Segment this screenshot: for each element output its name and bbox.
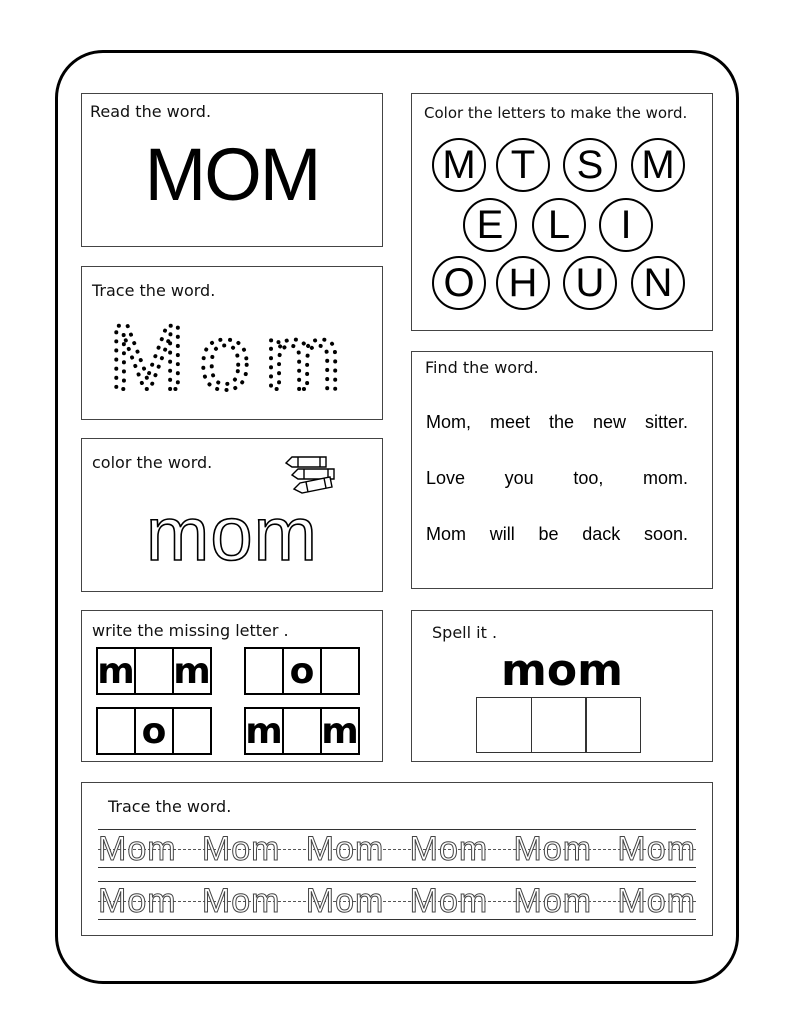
letter-cell-blank[interactable] xyxy=(244,647,284,695)
letter-cell[interactable]: m xyxy=(244,707,284,755)
letter-circle[interactable]: L xyxy=(532,198,586,252)
sentence-2 xyxy=(426,468,688,489)
color-letters-label: Color the letters to make the word. xyxy=(424,104,688,122)
trace-lines-box xyxy=(81,782,713,936)
trace-word: Mom xyxy=(305,882,385,920)
letter-cell-blank[interactable] xyxy=(282,707,322,755)
spell-it-box xyxy=(411,610,713,762)
outline-color-word[interactable]: mom xyxy=(146,492,318,577)
spell-cell[interactable] xyxy=(476,697,532,753)
dotted-trace-text: Mom xyxy=(108,309,356,409)
letter-circle[interactable]: N xyxy=(631,256,685,310)
letter-group xyxy=(244,647,360,695)
sentence-word[interactable]: too, xyxy=(573,468,604,488)
sentence-3 xyxy=(426,524,688,545)
trace-word: Mom xyxy=(98,830,177,868)
letter-circle[interactable]: T xyxy=(496,138,550,192)
letter-cell[interactable]: m xyxy=(172,647,212,695)
trace-word-box xyxy=(81,266,383,420)
trace-word: Mom xyxy=(305,830,385,868)
letter-cell[interactable]: m xyxy=(96,647,136,695)
sentence-word[interactable]: Love xyxy=(426,468,466,488)
letter-group xyxy=(96,647,212,695)
letter-group xyxy=(244,707,360,755)
dotted-trace-word[interactable] xyxy=(82,309,382,409)
sentence-word[interactable]: mom. xyxy=(642,468,688,488)
sentence-word[interactable]: be xyxy=(538,524,559,544)
letter-circle[interactable]: S xyxy=(563,138,617,192)
trace-word: Mom xyxy=(513,882,593,920)
sentence-word[interactable]: new xyxy=(592,412,626,432)
trace-lines-label: Trace the word. xyxy=(108,797,232,816)
letter-circle[interactable]: O xyxy=(432,256,486,310)
letter-group xyxy=(96,707,212,755)
color-word-label: color the word. xyxy=(92,453,213,472)
sentence-word[interactable]: sitter. xyxy=(644,412,688,432)
letter-cell[interactable]: m xyxy=(320,707,360,755)
find-word-label: Find the word. xyxy=(425,358,539,377)
letter-circle[interactable]: M xyxy=(432,138,486,192)
spell-cells xyxy=(476,697,641,753)
find-word-box xyxy=(411,351,713,589)
spell-it-label: Spell it . xyxy=(432,623,498,642)
letter-cell[interactable]: o xyxy=(282,647,322,695)
sentence-word[interactable]: Mom, xyxy=(426,412,471,432)
trace-word: Mom xyxy=(98,882,177,920)
missing-letter-label: write the missing letter . xyxy=(92,621,289,640)
read-word-box xyxy=(81,93,383,247)
spell-cell[interactable] xyxy=(585,697,641,753)
trace-line-2[interactable] xyxy=(98,881,696,921)
spell-cell[interactable] xyxy=(531,697,587,753)
trace-word: Mom xyxy=(513,830,593,868)
letter-cell-blank[interactable] xyxy=(172,707,212,755)
letter-cell[interactable]: o xyxy=(134,707,174,755)
color-letters-box xyxy=(411,93,713,331)
sentence-word[interactable]: Mom xyxy=(426,524,466,544)
sentence-word[interactable]: will xyxy=(489,524,515,544)
letter-circle[interactable]: M xyxy=(631,138,685,192)
color-word-box xyxy=(81,438,383,592)
trace-word-label: Trace the word. xyxy=(92,281,216,300)
sentence-word[interactable]: the xyxy=(548,412,574,432)
sentence-word[interactable]: soon. xyxy=(643,524,688,544)
sentence-1 xyxy=(426,412,688,433)
sentence-word[interactable]: dack xyxy=(582,524,621,544)
missing-letter-box xyxy=(81,610,383,762)
trace-word: Mom xyxy=(617,830,696,868)
crayons-icon xyxy=(282,451,342,495)
sentence-word[interactable]: you xyxy=(504,468,534,488)
read-word-text: MOM xyxy=(144,133,320,216)
trace-word: Mom xyxy=(617,882,696,920)
sentence-word[interactable]: meet xyxy=(489,412,530,432)
trace-word: Mom xyxy=(409,830,489,868)
trace-word: Mom xyxy=(409,882,489,920)
letter-cell-blank[interactable] xyxy=(96,707,136,755)
trace-word: Mom xyxy=(201,830,281,868)
trace-line-1[interactable] xyxy=(98,829,696,869)
letter-circle[interactable]: E xyxy=(463,198,517,252)
letter-circle[interactable]: U xyxy=(563,256,617,310)
letter-cell-blank[interactable] xyxy=(320,647,360,695)
read-word-label: Read the word. xyxy=(90,102,212,121)
spell-it-word: mom xyxy=(501,645,623,696)
trace-word: Mom xyxy=(201,882,281,920)
letter-cell-blank[interactable] xyxy=(134,647,174,695)
letter-circle[interactable]: I xyxy=(599,198,653,252)
letter-circle[interactable]: H xyxy=(496,256,550,310)
